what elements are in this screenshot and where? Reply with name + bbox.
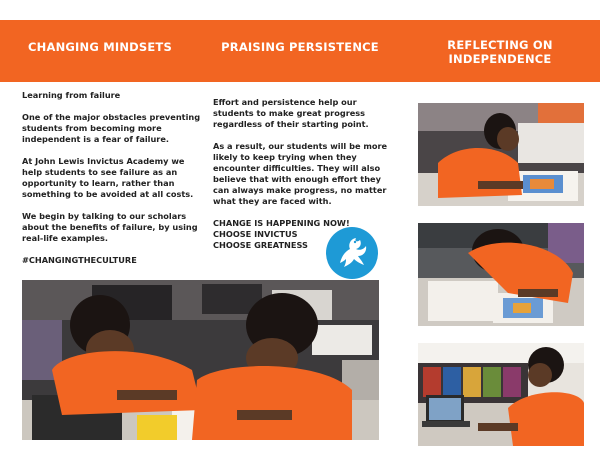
left-paragraph-2: At John Lewis Invictus Academy we help students to see failure as an opportunity to learn, rather than something to be avoided at all costs. [22, 156, 194, 199]
middle-paragraph-1: Effort and persistence help our students to make great progress regardless of their starting point. [213, 97, 369, 129]
students-writing-photo [22, 280, 379, 440]
left-paragraph-1: One of the major obstacles preventing students from becoming more independent is a fear of failure. [22, 112, 201, 144]
header-changing-mindsets: CHANGING MINDSETS [28, 40, 172, 54]
student-coloring-photo [418, 223, 584, 326]
griffin-logo [326, 227, 378, 279]
left-paragraph-3: We begin by talking to our scholars about the benefits of failure, by using real-life examples. [22, 211, 198, 243]
student-drawing-photo [418, 103, 584, 206]
middle-paragraph-2: As a result, our students will be more likely to keep trying when they encounter difficulties. They will also believe that with enough effort they can always make progress, no matter what they are faced with. [213, 141, 388, 206]
header-praising-persistence: PRAISING PERSISTENCE [221, 40, 379, 54]
middle-paragraph-3: CHANGE IS HAPPENING NOW! CHOOSE INVICTUS CHOOSE GREATNESS [213, 218, 350, 250]
header-reflecting-on-independence: REFLECTING ON INDEPENDENCE [447, 38, 553, 66]
learning-heading: Learning from failure [22, 90, 121, 100]
header-banner [0, 20, 600, 82]
left-text-column [22, 90, 202, 277]
hashtag: #CHANGINGTHECULTURE [22, 255, 137, 265]
student-laptop-photo [418, 343, 584, 446]
